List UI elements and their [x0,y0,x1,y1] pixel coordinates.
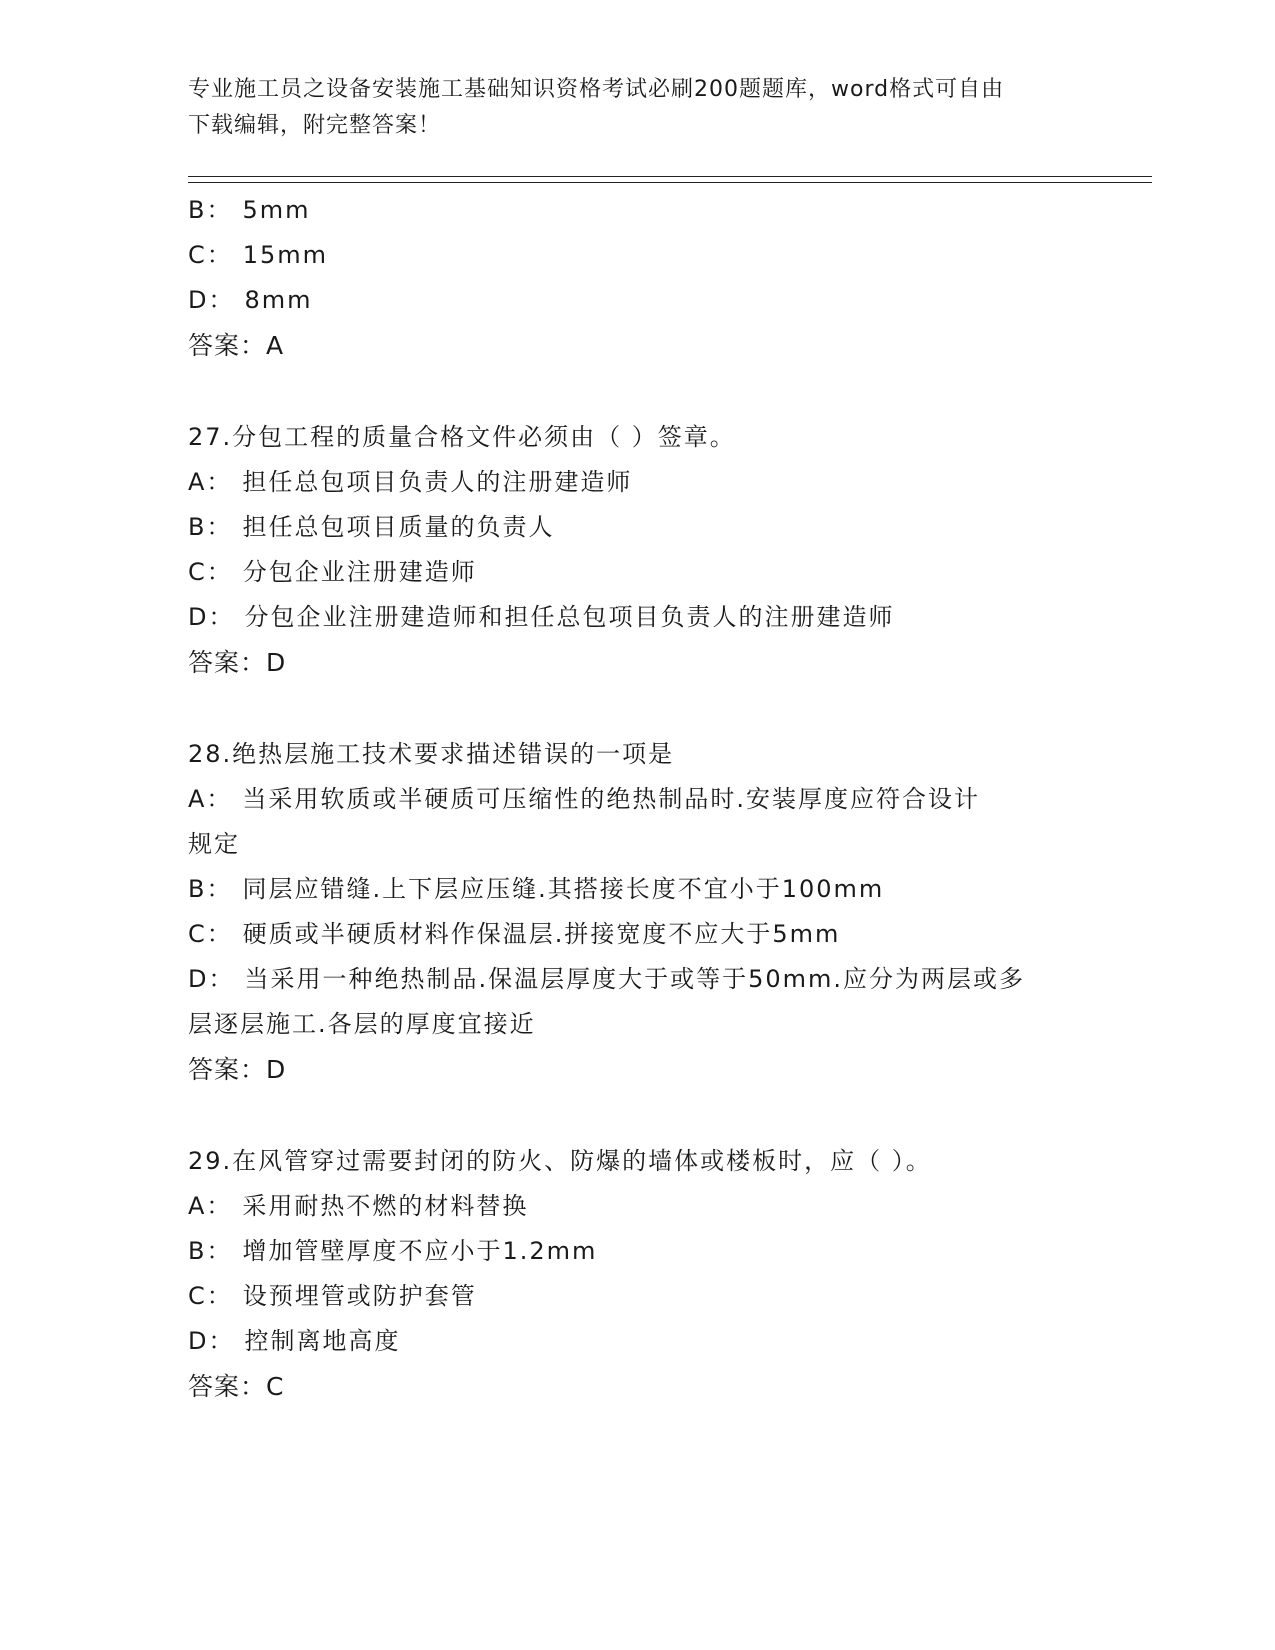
option-b [188,1229,1088,1274]
option-b [188,505,1088,550]
option-c [188,1274,1088,1319]
option-b [188,188,1088,233]
option-d [188,595,1088,640]
document-header [188,72,1068,144]
option-text: 担任总包项目质量的负责人 [242,513,555,541]
answer-label: 答案： [188,1055,267,1084]
answer-line [188,323,1088,368]
option-text: 控制离地高度 [244,1327,401,1355]
option-key: B： [188,875,233,903]
option-key: D： [188,965,235,993]
option-key: D： [188,1327,235,1355]
question-list [188,188,1088,1409]
header-line-1: 专业施工员之设备安装施工基础知识资格考试必刷200题题库，word格式可自由 [188,77,1005,102]
option-b [188,867,1088,912]
option-text: 增加管壁厚度不应小于1.2mm [242,1237,598,1265]
answer-value: C [266,1372,285,1401]
option-key: B： [188,196,233,224]
option-c [188,550,1088,595]
answer-label: 答案： [188,1372,267,1401]
header-divider-top [188,176,1152,177]
question-stem: 29.在风管穿过需要封闭的防火、防爆的墙体或楼板时，应（ ）。 [188,1147,932,1175]
answer-value: D [266,648,287,677]
answer-value: A [266,331,285,360]
option-text: 分包企业注册建造师和担任总包项目负责人的注册建造师 [244,603,895,631]
option-text: 5mm [242,196,311,224]
spacer [188,368,1088,415]
option-text: 同层应错缝.上下层应压缝.其搭接长度不宜小于100mm [242,875,885,903]
option-text: 当采用一种绝热制品.保温层厚度大于或等于50mm.应分为两层或多 [244,965,1026,993]
question-stem: 28.绝热层施工技术要求描述错误的一项是 [188,740,675,768]
option-text: 分包企业注册建造师 [242,558,477,586]
header-divider-bottom [188,182,1152,183]
option-d [188,957,1088,1002]
spacer [188,685,1088,732]
option-key: A： [188,785,233,813]
option-key: C： [188,920,233,948]
option-key: B： [188,513,233,541]
answer-line [188,640,1088,685]
answer-value: D [266,1055,287,1084]
option-key: C： [188,558,233,586]
option-text: 设预埋管或防护套管 [242,1282,477,1310]
option-text: 硬质或半硬质材料作保温层.拼接宽度不应大于5mm [242,920,841,948]
option-key: A： [188,468,233,496]
option-key: D： [188,286,235,314]
answer-label: 答案： [188,648,267,677]
option-a-wrap: 规定 [188,830,240,858]
option-key: C： [188,1282,233,1310]
spacer [188,1092,1088,1139]
option-key: D： [188,603,235,631]
answer-line [188,1047,1088,1092]
option-d-wrap: 层逐层施工.各层的厚度宜接近 [188,1010,536,1038]
option-a [188,460,1088,505]
option-a [188,1184,1088,1229]
option-c [188,912,1088,957]
option-key: A： [188,1192,233,1220]
question-27 [188,415,1088,685]
option-text: 担任总包项目负责人的注册建造师 [242,468,633,496]
question-28 [188,732,1088,1092]
option-a [188,777,1088,822]
option-d [188,278,1088,323]
option-text: 8mm [244,286,313,314]
option-key: B： [188,1237,233,1265]
question-29 [188,1139,1088,1409]
option-text: 当采用软质或半硬质可压缩性的绝热制品时.安装厚度应符合设计 [242,785,981,813]
option-text: 15mm [242,241,329,269]
question-stem: 27.分包工程的质量合格文件必须由（ ）签章。 [188,423,736,451]
answer-label: 答案： [188,331,267,360]
option-key: C： [188,241,233,269]
question-26-continuation [188,188,1088,368]
option-c [188,233,1088,278]
header-line-2: 下载编辑，附完整答案！ [188,113,442,138]
option-text: 采用耐热不燃的材料替换 [242,1192,529,1220]
option-d [188,1319,1088,1364]
answer-line [188,1364,1088,1409]
